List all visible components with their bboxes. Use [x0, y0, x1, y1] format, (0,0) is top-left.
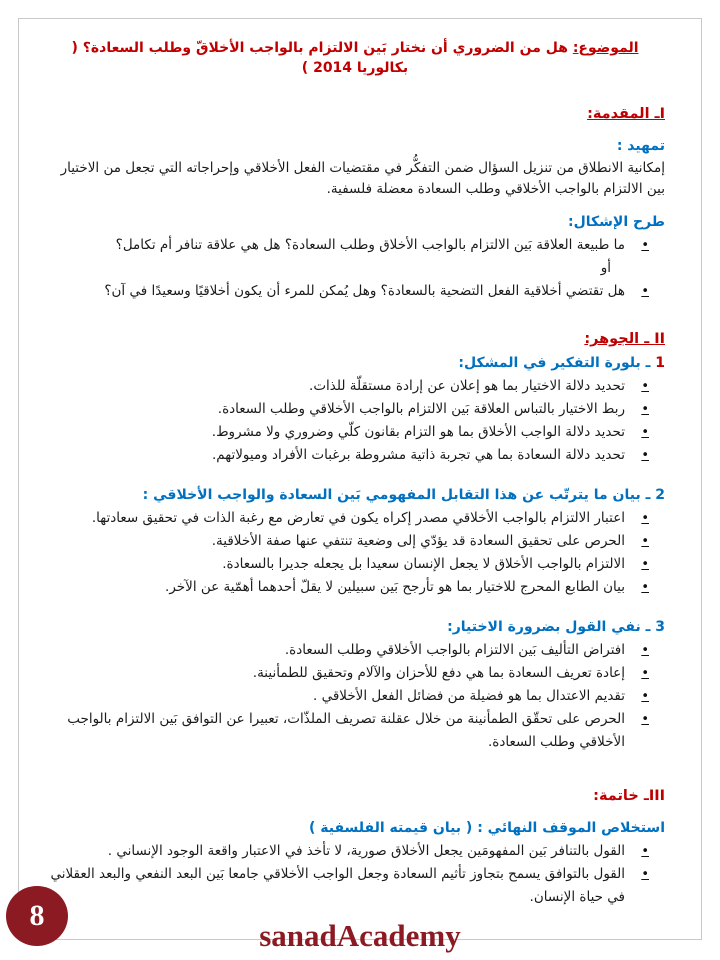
preamble-paragraph: إمكانية الانطلاق من تنزيل السؤال ضمن التفكُّر في مقتضيات الفعل الأخلاقي وإحراجاته التي تجعل من الاختيار بين الالتزام بالواجب الأخلاقي وطلب السعادة معضلة فلسفية. — [60, 160, 665, 197]
list-item — [45, 863, 651, 909]
list-item-text: هل تقتضي أخلاقية الفعل التضحية بالسعادة؟ وهل يُمكن للمرء أن يكون أخلاقيًا وسعيدًا في آن؟ — [104, 283, 625, 299]
bullet-icon: • — [641, 379, 649, 394]
list-item — [45, 280, 651, 303]
subheading-final-position: استخلاص الموقف النهائي : ( بيان قيمته الفلسفية ) — [309, 820, 665, 836]
conclusion-list — [45, 840, 665, 909]
bullet-icon: • — [641, 534, 649, 549]
bullet-icon: • — [641, 402, 649, 417]
list-item — [45, 840, 651, 863]
title-text: هل من الضروري أن نختار بَين الالتزام بالواجب الأخلاقّ وطلب السعادة؟ ( بكالوريا 2014 ) — [71, 40, 573, 76]
list-item — [45, 234, 651, 257]
brand-logo: sanadAcademy — [259, 918, 461, 953]
list-item-text: القول بالتوافق يسمح بتجاوز تأثيم السعادة وجعل الواجب الأخلاقي جامعا بَين البعد النفعي والبعد العقلاني في حياة الإنسان. — [50, 866, 625, 905]
subheading-problem-statement: طرح الإشكال: — [568, 214, 665, 230]
subsection-1-list — [45, 375, 665, 467]
spacer — [45, 321, 665, 329]
subheading-2: 2 ـ بيان ما يترتّب عن هذا التقابل المفهومي بَين السعادة والواجب الأخلاقي : — [142, 487, 665, 503]
document-body — [45, 38, 665, 927]
list-item — [45, 507, 651, 530]
list-item — [45, 530, 651, 553]
list-item — [45, 375, 651, 398]
bullet-icon: • — [641, 689, 649, 704]
list-item-text: ربط الاختيار بالتباس العلاقة بَين الالتزام بالواجب الأخلاقي وطلب السعادة. — [217, 401, 625, 417]
subheading-1 — [45, 353, 665, 373]
bullet-icon: • — [641, 666, 649, 681]
list-item — [45, 639, 651, 662]
page-number: 8 — [29, 899, 45, 932]
subheading-1-number: 1 — [655, 355, 665, 371]
bullet-icon: • — [641, 712, 649, 727]
list-item-text: ما طبيعة العلاقة بَين الالتزام بالواجب الأخلاق وطلب السعادة؟ هل هي علاقة تنافر أم تكامل؟ — [115, 237, 625, 253]
list-item — [45, 662, 651, 685]
bullet-icon: • — [641, 284, 649, 299]
list-item — [45, 398, 651, 421]
bullet-icon: • — [641, 511, 649, 526]
list-item-text: تقديم الاعتدال بما هو فضيلة من فضائل الفعل الأخلاقي . — [312, 688, 625, 704]
spacer — [45, 772, 665, 786]
list-item-text: بيان الطابع المحرج للاختيار بما هو تأرجح بَين سبيلين لا يقلّ أحدهما أهمّية عن الآخر. — [165, 579, 625, 595]
bullet-icon: • — [641, 867, 649, 882]
bullet-icon: • — [641, 238, 649, 253]
list-item-text: اعتبار الالتزام بالواجب الأخلاقي مصدر إكراه يكون في تعارض مع رغبة الذات في تحقيق سعادتها. — [91, 510, 625, 526]
list-item — [45, 421, 651, 444]
document-title — [45, 38, 665, 78]
problem-statement-list — [45, 234, 665, 303]
subheading-1-label: ـ بلورة التفكير في المشكل: — [458, 355, 656, 371]
bullet-icon: • — [641, 844, 649, 859]
list-item — [45, 444, 651, 467]
list-item — [45, 685, 651, 708]
section-heading-introduction: Iـ المقدمة: — [587, 106, 665, 122]
list-item-text: الحرص على تحقيق السعادة قد يؤدّي إلى وضعية تنتفي عنها صفة الأخلاقية. — [211, 533, 625, 549]
list-item-text: تحديد دلالة الواجب الأخلاق بما هو التزام بقانون كلّي وضروري ولا مشروط. — [211, 424, 625, 440]
or-connector: أو — [600, 260, 611, 276]
bullet-icon: • — [641, 580, 649, 595]
list-item-text: افتراض التأليف بَين الالتزام بالواجب الأخلاقي وطلب السعادة. — [284, 642, 625, 658]
list-item — [45, 708, 651, 754]
bullet-icon: • — [641, 448, 649, 463]
title-label: الموضوع: — [572, 40, 639, 56]
subheading-preamble: تمهيد : — [616, 138, 665, 154]
section-heading-essence: II ـ الجوهر: — [584, 331, 665, 347]
list-item-text: تحديد دلالة السعادة بما هي تجربة ذاتية مشروطة برغبات الأفراد وميولاتهم. — [211, 447, 625, 463]
bullet-icon: • — [641, 643, 649, 658]
list-item-text: الالتزام بالواجب الأخلاق لا يجعل الإنسان سعيدا بل يجعله جديرا بالسعادة. — [222, 556, 625, 572]
bullet-icon: • — [641, 425, 649, 440]
subsection-3-list — [45, 639, 665, 754]
subsection-2-list — [45, 507, 665, 599]
list-item-text: القول بالتنافر بَين المفهومَين يجعل الأخلاق صورية، لا تأخذ في الاعتبار واقعة الوجود الإنساني . — [107, 843, 625, 859]
list-item — [45, 553, 651, 576]
list-item-text: الحرص على تحقّق الطمأنينة من خلال عقلنة تصريف الملذّات، تعبيرا عن التوافق بَين الالتزام بالواجب الأخلاقي وطلب السعادة. — [67, 711, 625, 750]
section-heading-conclusion: IIIـ خاتمة: — [593, 788, 665, 804]
list-item-text: إعادة تعريف السعادة بما هي دفع للأحزان والآلام وتحقيق للطمأنينة. — [252, 665, 625, 681]
bullet-icon: • — [641, 557, 649, 572]
list-item — [45, 576, 651, 599]
list-item-text: تحديد دلالة الاختيار بما هو إعلان عن إرادة مستقلّة للذات. — [309, 378, 625, 394]
subheading-3: 3 ـ نفي القول بضرورة الاختيار: — [447, 619, 665, 635]
